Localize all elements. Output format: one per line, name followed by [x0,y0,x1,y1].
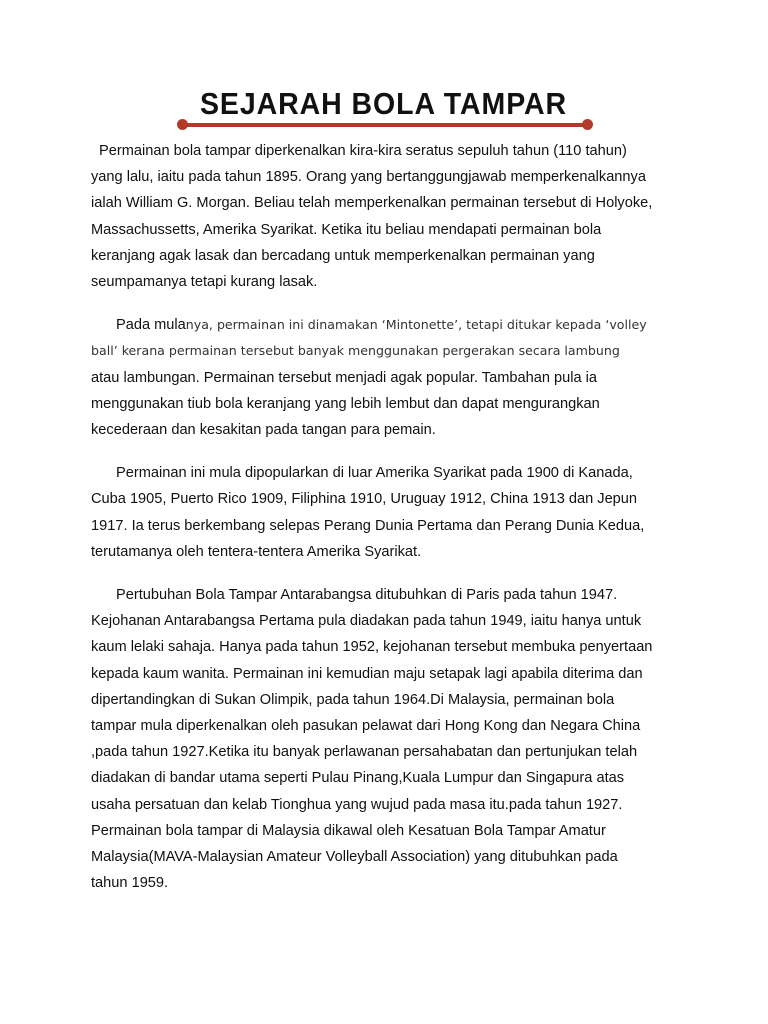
text-line: keranjang agak lasak dan bercadang untuk memperkenalkan permainan yang [91,247,595,264]
text-line: usaha persatuan dan kelab Tionghua yang wujud pada masa itu.pada tahun 1927. [91,796,623,813]
underline-right-dot [582,119,593,130]
text-line: Permainan ini mula dipopularkan di luar Amerika Syarikat pada 1900 di Kanada, [116,465,633,482]
text-line: dipertandingkan di Sukan Olimpik, pada tahun 1964.Di Malaysia, permainan bola [91,691,615,708]
text-line: terutamanya oleh tentera-tentera Amerika Syarikat. [91,543,422,560]
paragraph-4 [91,582,681,896]
text-line: Pertubuhan Bola Tampar Antarabangsa ditubuhkan di Paris pada tahun 1947. [116,587,618,604]
title-wrap [0,86,768,122]
title-underline [181,123,589,127]
text-line: yang lalu, iaitu pada tahun 1895. Orang yang bertanggungjawab memperkenalkannya [91,169,646,186]
text-line: ialah William G. Morgan. Beliau telah memperkenalkan permainan tersebut di Holyoke, [91,195,653,212]
text-line: Cuba 1905, Puerto Rico 1909, Filiphina 1910, Uruguay 1912, China 1913 dan Jepun [91,491,638,508]
text-line: kepada kaum wanita. Permainan ini kemudian maju setapak lagi apabila diterima dan [91,665,643,682]
text-line: Malaysia(MAVA-Malaysian Amateur Volleyball Association) yang ditubuhkan pada [91,849,618,866]
text-line: atau lambungan. Permainan tersebut menjadi agak popular. Tambahan pula ia [91,369,597,386]
text-line: diadakan di bandar utama seperti Pulau Pinang,Kuala Lumpur dan Singapura atas [91,770,625,787]
text-line: tahun 1959. [91,875,169,892]
text-line: menggunakan tiub bola keranjang yang lebih lembut dan dapat mengurangkan [91,395,600,412]
underline-left-dot [177,119,188,130]
text-line: tampar mula diperkenalkan oleh pasukan pelawat dari Hong Kong dan Negara China [91,718,641,735]
text-line: Massachussetts, Amerika Syarikat. Ketika itu beliau mendapati permainan bola [91,221,602,238]
text-line-rest: nya, permainan ini dinamakan ‘Mintonette’, tetapi ditukar kepada ‘volley [185,317,647,333]
text-line: ball’ kerana permainan tersebut banyak menggunakan pergerakan secara lambung [91,343,620,359]
text-line [91,312,681,338]
text-line: kaum lelaki sahaja. Hanya pada tahun 1952, kejohanan tersebut membuka penyertaan [91,639,653,656]
paragraph-3 [91,460,681,565]
text-line: Permainan bola tampar diperkenalkan kira-kira seratus sepuluh tahun (110 tahun) [99,143,627,159]
text-line: seumpamanya tetapi kurang lasak. [91,274,318,291]
paragraph-1 [91,138,681,295]
text-line: 1917. Ia terus berkembang selepas Perang Dunia Pertama dan Perang Dunia Kedua, [91,517,645,534]
text-line-start: Pada mula [116,317,186,334]
page-title: SEJARAH BOLA TAMPAR [200,86,568,121]
text-line: ,pada tahun 1927.Ketika itu banyak perlawanan persahabatan dan pertunjukan telah [91,744,638,761]
document-body [91,138,681,913]
text-line: Permainan bola tampar di Malaysia dikawal oleh Kesatuan Bola Tampar Amatur [91,822,606,839]
text-line: Kejohanan Antarabangsa Pertama pula diadakan pada tahun 1949, iaitu hanya untuk [91,613,642,630]
paragraph-2 [91,312,681,443]
text-line: kecederaan dan kesakitan pada tangan para pemain. [91,422,436,439]
